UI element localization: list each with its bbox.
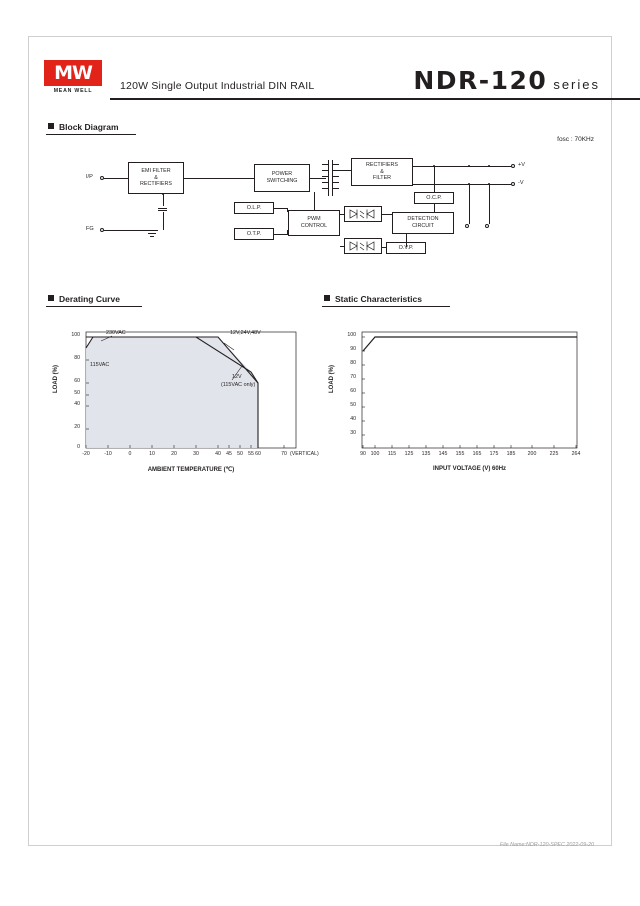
model-name (413, 66, 600, 95)
static-x-axis-title: INPUT VOLTAGE (V) 60Hz (432, 466, 507, 472)
rect-filter-line-2: & (380, 168, 384, 175)
wire-out-pos (413, 166, 511, 167)
output-terminal-negative (511, 182, 515, 186)
derating-ytick-20: 20 (74, 424, 80, 430)
static-ytick-50: 50 (350, 402, 356, 408)
otp-label: O.T.P. (246, 230, 262, 237)
derating-xtick-55: 55 (248, 451, 254, 457)
wire-otp-pwm (274, 234, 288, 235)
power-switching-box (254, 164, 310, 192)
detection-line-2: CIRCUIT (412, 223, 434, 229)
static-xtick-115: 115 (387, 451, 397, 457)
derating-curve-chart (46, 318, 326, 488)
derating-xtick-0: 0 (128, 451, 132, 457)
fg-label: FG (86, 226, 94, 232)
static-xtick-90: 90 (360, 451, 366, 457)
annotation-230vac: 230VAC (106, 330, 126, 336)
load-terminal-1 (465, 224, 469, 228)
logo-mark (44, 60, 102, 86)
wire-pwm-to-switching (314, 192, 315, 210)
wire-ocp-up (434, 166, 435, 192)
static-ytick-100: 100 (347, 332, 356, 338)
logo-subtext: MEAN WELL (53, 88, 93, 94)
transformer-winding-b5 (333, 188, 339, 189)
wire-ocp-down (434, 204, 435, 212)
derating-xtick--20: -20 (82, 451, 90, 457)
wire-otp-pwm-v (287, 230, 288, 235)
detection-line-1: DETECTION (407, 216, 439, 223)
derating-xtick-10: 10 (149, 451, 155, 457)
wire-emi-to-switching (184, 178, 254, 179)
wire-olp-pwm (274, 208, 288, 209)
derating-xtick-50: 50 (237, 451, 243, 457)
optocoupler-icon-2 (348, 240, 378, 252)
olp-box (234, 202, 274, 214)
transformer-winding-b3 (333, 176, 339, 177)
static-xtick-165: 165 (472, 451, 482, 457)
emi-filter-box (128, 162, 184, 194)
transformer-core-2 (332, 160, 333, 196)
static-characteristics-plot (322, 318, 600, 468)
section-label-2: Derating Curve (59, 294, 120, 304)
output-label-negative: -V (518, 180, 524, 186)
block-diagram-figure (44, 150, 600, 280)
bullet-square-icon-2 (48, 295, 54, 301)
section-title-static-characteristics (322, 294, 450, 307)
ovp-label: O.V.P. (398, 244, 414, 251)
transformer-winding-a2 (322, 170, 328, 171)
wire-out-neg (413, 184, 511, 185)
wire-pwm-opto2 (340, 246, 344, 247)
section-title-derating-curve (46, 294, 142, 307)
output-label-positive: +V (518, 162, 525, 168)
power-switching-line-2: SWITCHING (266, 178, 298, 184)
static-xtick-100: 100 (370, 451, 380, 457)
input-label: I/P (86, 174, 93, 180)
logo-text: MW (54, 62, 92, 84)
transformer-core-1 (328, 160, 329, 196)
wire-input (104, 178, 128, 179)
model-series: series (553, 77, 600, 92)
static-ytick-60: 60 (350, 388, 356, 394)
rect-filter-line-3: FILTER (372, 175, 392, 182)
wire-opto2-ovp (382, 247, 386, 248)
load-terminal-2 (485, 224, 489, 228)
output-terminal-positive (511, 164, 515, 168)
derating-xtick-30: 30 (193, 451, 199, 457)
annotation-115vac-only: (115VAC only) (221, 382, 256, 388)
transformer-winding-a1 (322, 164, 328, 165)
derating-ytick-80: 80 (74, 355, 80, 361)
static-xtick-185: 185 (506, 451, 516, 457)
header-divider (110, 98, 640, 100)
emi-line-3: RECTIFIERS (139, 181, 173, 188)
ground-symbol-icon (146, 230, 158, 240)
pwm-line-2: CONTROL (300, 223, 328, 229)
transformer-winding-a4 (322, 182, 328, 183)
product-description: 120W Single Output Industrial DIN RAIL (120, 80, 315, 92)
wire-pwm-opto1 (340, 214, 344, 215)
otp-box (234, 228, 274, 240)
rect-filter-line-1: RECTIFIERS (365, 161, 399, 168)
annotation-12v-24v-48v: 12V,24V,48V (230, 330, 261, 336)
optocoupler-box-2 (344, 238, 382, 254)
derating-ytick-100: 100 (71, 332, 80, 338)
static-y-axis-title: LOAD (%) (329, 365, 335, 393)
wire-transformer-out (339, 170, 351, 171)
derating-xtick-45: 45 (226, 451, 232, 457)
ocp-box (414, 192, 454, 204)
static-xtick-264: 264 (571, 451, 581, 457)
optocoupler-box-1 (344, 206, 382, 222)
pwm-control-box (288, 210, 340, 236)
detection-circuit-box (392, 212, 454, 234)
derating-curve-plot (46, 318, 326, 468)
wire-cap-to-gnd (163, 212, 164, 230)
static-xtick-155: 155 (455, 451, 465, 457)
olp-label: O.L.P. (246, 204, 262, 211)
static-ytick-70: 70 (350, 374, 356, 380)
section-label-3: Static Characteristics (335, 294, 422, 304)
derating-ytick-50: 50 (74, 390, 80, 396)
emi-line-2: & (154, 174, 158, 181)
wire-emi-down (163, 194, 164, 206)
derating-xtick-60: 60 (255, 451, 261, 457)
model-number: NDR-120 (413, 66, 548, 95)
emi-line-1: EMI FILTER (141, 167, 171, 174)
static-xtick-200: 200 (527, 451, 537, 457)
static-xtick-145: 145 (438, 451, 448, 457)
static-ytick-30: 30 (350, 430, 356, 436)
bullet-square-icon-3 (324, 295, 330, 301)
transformer-winding-a5 (322, 188, 328, 189)
bullet-square-icon (48, 123, 54, 129)
rectifiers-filter-box (351, 158, 413, 186)
section-title-block-diagram (46, 122, 136, 135)
wire-olp-pwm-v (287, 208, 288, 212)
wire-fg (104, 230, 152, 231)
derating-xtick--10: -10 (104, 451, 112, 457)
ocp-label: O.C.P. (426, 194, 442, 201)
pwm-line-1: PWM (307, 216, 321, 223)
wire-detect-ovp (406, 234, 407, 247)
section-label: Block Diagram (59, 122, 119, 132)
derating-ytick-40: 40 (74, 401, 80, 407)
wire-out-down-2 (489, 184, 490, 224)
static-ytick-90: 90 (350, 346, 356, 352)
page-header (44, 58, 600, 106)
derating-xtick-vertical-note: (VERTICAL) (290, 451, 319, 457)
static-xtick-225: 225 (549, 451, 559, 457)
wire-out-down-1 (469, 184, 470, 224)
derating-xtick-20: 20 (171, 451, 177, 457)
annotation-12v: 12V (232, 374, 242, 380)
meanwell-logo (44, 60, 102, 98)
wire-switching-to-transformer (310, 178, 326, 179)
static-xtick-135: 135 (421, 451, 431, 457)
static-ytick-80: 80 (350, 360, 356, 366)
transformer-winding-b1 (333, 164, 339, 165)
annotation-115vac: 115VAC (90, 362, 110, 368)
transformer-winding-b4 (333, 182, 339, 183)
fosc-label: fosc : 70KHz (557, 136, 594, 143)
derating-ytick-60: 60 (74, 378, 80, 384)
optocoupler-icon-1 (348, 208, 378, 220)
derating-y-axis-title: LOAD (%) (53, 365, 59, 393)
static-ytick-40: 40 (350, 416, 356, 422)
file-name-footer: File Name:NDR-120-SPEC 2022-09-20 (499, 842, 594, 848)
derating-xtick-40: 40 (215, 451, 221, 457)
static-xtick-125: 125 (404, 451, 414, 457)
derating-ytick-0: 0 (77, 444, 80, 450)
derating-xtick-70: 70 (281, 451, 287, 457)
wire-opto1-detect (382, 214, 392, 215)
power-switching-line-1: POWER (271, 171, 293, 178)
transformer-winding-a3 (322, 176, 328, 177)
static-xtick-175: 175 (489, 451, 499, 457)
derating-x-axis-title: AMBIENT TEMPERATURE (℃) (147, 467, 235, 473)
static-characteristics-chart (322, 318, 600, 488)
